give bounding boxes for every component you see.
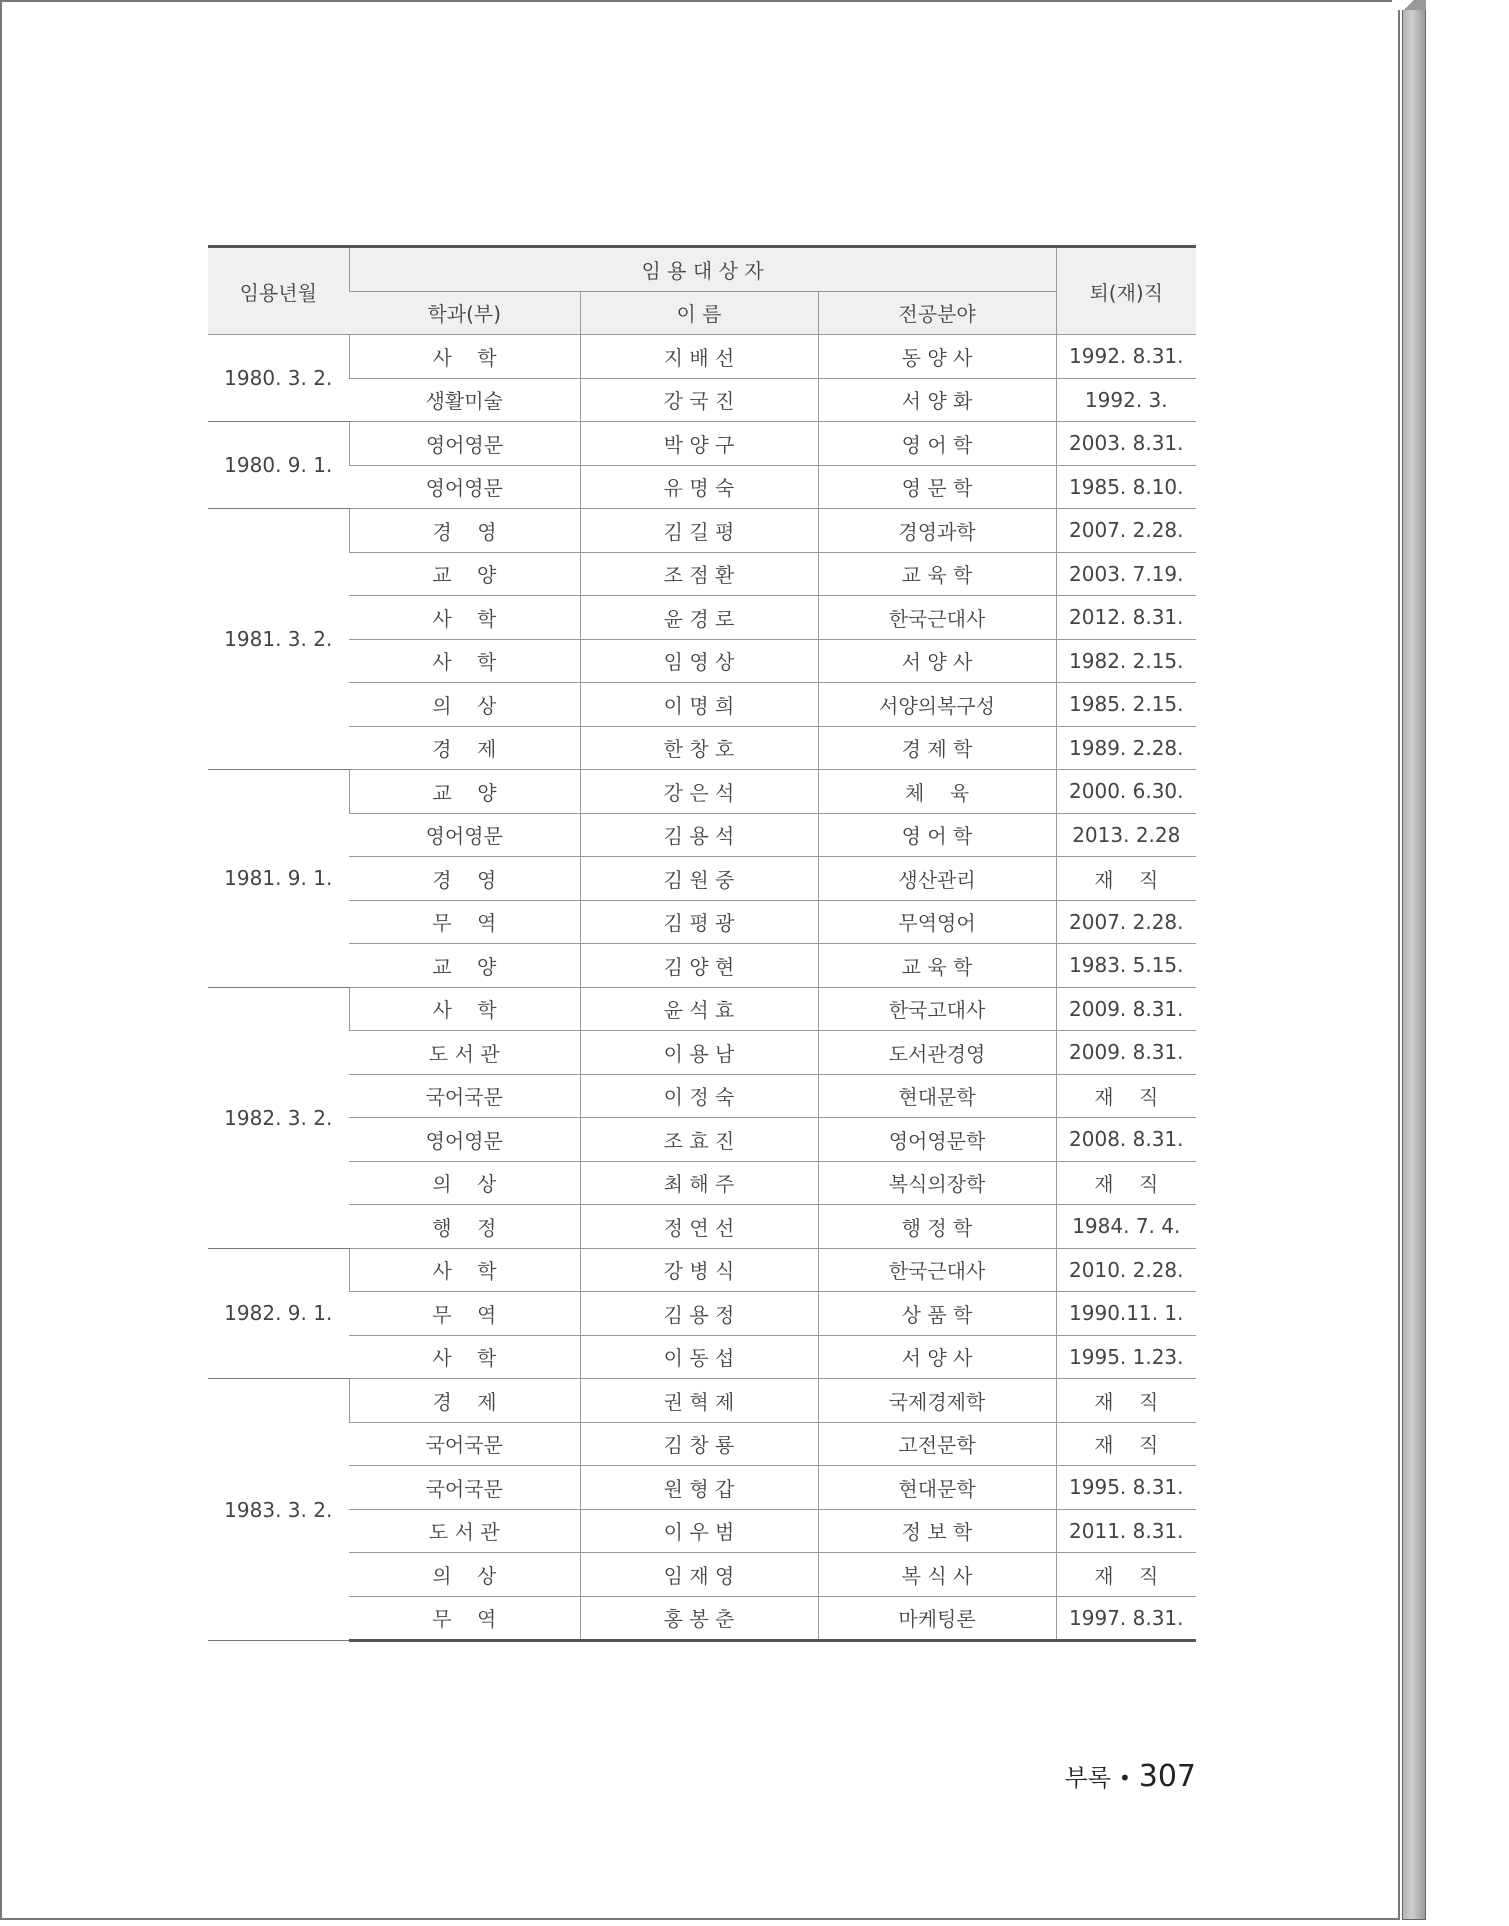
name-cell: 김 용 정 bbox=[580, 1292, 818, 1336]
department-cell: 영어영문 bbox=[349, 813, 580, 857]
table-row bbox=[208, 335, 1196, 379]
major-field-cell: 교 육 학 bbox=[818, 552, 1056, 596]
name-cell: 이 명 희 bbox=[580, 683, 818, 727]
department-cell: 생활미술 bbox=[349, 378, 580, 422]
department-cell: 사 학 bbox=[349, 596, 580, 640]
major-field-cell: 서 양 사 bbox=[818, 639, 1056, 683]
major-field-cell: 서 양 사 bbox=[818, 1335, 1056, 1379]
appointment-date: 1983. 3. 2. bbox=[208, 1379, 349, 1641]
department-cell: 무 역 bbox=[349, 1292, 580, 1336]
page-stack-edge bbox=[1402, 6, 1426, 1920]
department-cell: 영어영문 bbox=[349, 1118, 580, 1162]
major-field-cell: 영 어 학 bbox=[818, 422, 1056, 466]
table-row bbox=[208, 509, 1196, 553]
page-footer bbox=[1060, 1758, 1196, 1794]
retire-status-cell: 2003. 7.19. bbox=[1056, 552, 1196, 596]
table-row bbox=[208, 1422, 1196, 1466]
name-cell: 이 동 섭 bbox=[580, 1335, 818, 1379]
major-field-cell: 상 품 학 bbox=[818, 1292, 1056, 1336]
department-cell: 사 학 bbox=[349, 335, 580, 379]
retire-status-cell: 1985. 8.10. bbox=[1056, 465, 1196, 509]
table-row bbox=[208, 683, 1196, 727]
table-row bbox=[208, 1161, 1196, 1205]
table-row bbox=[208, 987, 1196, 1031]
department-cell: 교 양 bbox=[349, 770, 580, 814]
retire-status-cell: 2011. 8.31. bbox=[1056, 1509, 1196, 1553]
retire-status-cell: 1997. 8.31. bbox=[1056, 1596, 1196, 1641]
name-cell: 원 형 갑 bbox=[580, 1466, 818, 1510]
name-cell: 임 재 영 bbox=[580, 1553, 818, 1597]
table-row bbox=[208, 1292, 1196, 1336]
major-field-cell: 복 식 사 bbox=[818, 1553, 1056, 1597]
major-field-cell: 정 보 학 bbox=[818, 1509, 1056, 1553]
major-field-cell: 영어영문학 bbox=[818, 1118, 1056, 1162]
header-dept: 학과(부) bbox=[349, 291, 580, 335]
appointment-date: 1980. 3. 2. bbox=[208, 335, 349, 422]
retire-status-cell: 재 직 bbox=[1056, 1074, 1196, 1118]
department-cell: 사 학 bbox=[349, 1248, 580, 1292]
department-cell: 사 학 bbox=[349, 987, 580, 1031]
name-cell: 홍 봉 춘 bbox=[580, 1596, 818, 1641]
appointment-date: 1981. 9. 1. bbox=[208, 770, 349, 988]
header-name: 이 름 bbox=[580, 291, 818, 335]
retire-status-cell: 1995. 1.23. bbox=[1056, 1335, 1196, 1379]
department-cell: 사 학 bbox=[349, 1335, 580, 1379]
major-field-cell: 행 정 학 bbox=[818, 1205, 1056, 1249]
major-field-cell: 영 문 학 bbox=[818, 465, 1056, 509]
table-row bbox=[208, 1118, 1196, 1162]
name-cell: 김 길 평 bbox=[580, 509, 818, 553]
department-cell: 사 학 bbox=[349, 639, 580, 683]
retire-status-cell: 2012. 8.31. bbox=[1056, 596, 1196, 640]
header-field: 전공분야 bbox=[818, 291, 1056, 335]
retire-status-cell: 재 직 bbox=[1056, 1379, 1196, 1423]
department-cell: 경 제 bbox=[349, 726, 580, 770]
table-row bbox=[208, 378, 1196, 422]
major-field-cell: 생산관리 bbox=[818, 857, 1056, 901]
table-row bbox=[208, 1074, 1196, 1118]
name-cell: 지 배 선 bbox=[580, 335, 818, 379]
department-cell: 영어영문 bbox=[349, 422, 580, 466]
table-row bbox=[208, 1205, 1196, 1249]
major-field-cell: 마케팅론 bbox=[818, 1596, 1056, 1641]
table-row bbox=[208, 1509, 1196, 1553]
major-field-cell: 한국근대사 bbox=[818, 596, 1056, 640]
department-cell: 무 역 bbox=[349, 1596, 580, 1641]
appointment-date: 1980. 9. 1. bbox=[208, 422, 349, 509]
retire-status-cell: 2007. 2.28. bbox=[1056, 509, 1196, 553]
name-cell: 강 국 진 bbox=[580, 378, 818, 422]
table-row bbox=[208, 596, 1196, 640]
name-cell: 이 정 숙 bbox=[580, 1074, 818, 1118]
name-cell: 조 효 진 bbox=[580, 1118, 818, 1162]
table-row bbox=[208, 552, 1196, 596]
major-field-cell: 교 육 학 bbox=[818, 944, 1056, 988]
retire-status-cell: 재 직 bbox=[1056, 1161, 1196, 1205]
major-field-cell: 무역영어 bbox=[818, 900, 1056, 944]
table-row bbox=[208, 1596, 1196, 1641]
table-row bbox=[208, 813, 1196, 857]
major-field-cell: 서양의복구성 bbox=[818, 683, 1056, 727]
retire-status-cell: 1984. 7. 4. bbox=[1056, 1205, 1196, 1249]
table-row bbox=[208, 1031, 1196, 1075]
name-cell: 김 창 룡 bbox=[580, 1422, 818, 1466]
name-cell: 최 해 주 bbox=[580, 1161, 818, 1205]
header-appointees: 임 용 대 상 자 bbox=[349, 247, 1056, 292]
department-cell: 경 영 bbox=[349, 857, 580, 901]
header-retire: 퇴(재)직 bbox=[1056, 247, 1196, 335]
name-cell: 이 용 남 bbox=[580, 1031, 818, 1075]
major-field-cell: 국제경제학 bbox=[818, 1379, 1056, 1423]
major-field-cell: 서 양 화 bbox=[818, 378, 1056, 422]
department-cell: 의 상 bbox=[349, 683, 580, 727]
table-row bbox=[208, 944, 1196, 988]
major-field-cell: 영 어 학 bbox=[818, 813, 1056, 857]
name-cell: 윤 경 로 bbox=[580, 596, 818, 640]
department-cell: 행 정 bbox=[349, 1205, 580, 1249]
retire-status-cell: 재 직 bbox=[1056, 1422, 1196, 1466]
table-row bbox=[208, 1379, 1196, 1423]
table-header bbox=[208, 247, 1196, 335]
retire-status-cell: 1985. 2.15. bbox=[1056, 683, 1196, 727]
major-field-cell: 체 육 bbox=[818, 770, 1056, 814]
major-field-cell: 복식의장학 bbox=[818, 1161, 1056, 1205]
major-field-cell: 한국근대사 bbox=[818, 1248, 1056, 1292]
name-cell: 강 병 식 bbox=[580, 1248, 818, 1292]
appointment-date: 1981. 3. 2. bbox=[208, 509, 349, 770]
section-label: 부록 bbox=[1064, 1764, 1111, 1792]
department-cell: 국어국문 bbox=[349, 1466, 580, 1510]
retire-status-cell: 재 직 bbox=[1056, 1553, 1196, 1597]
table-row bbox=[208, 1466, 1196, 1510]
name-cell: 박 양 구 bbox=[580, 422, 818, 466]
major-field-cell: 한국고대사 bbox=[818, 987, 1056, 1031]
table-body bbox=[208, 335, 1196, 1641]
major-field-cell: 경 제 학 bbox=[818, 726, 1056, 770]
retire-status-cell: 2010. 2.28. bbox=[1056, 1248, 1196, 1292]
name-cell: 권 혁 제 bbox=[580, 1379, 818, 1423]
name-cell: 김 용 석 bbox=[580, 813, 818, 857]
retire-status-cell: 2009. 8.31. bbox=[1056, 1031, 1196, 1075]
department-cell: 도 서 관 bbox=[349, 1031, 580, 1075]
department-cell: 교 양 bbox=[349, 944, 580, 988]
table-row bbox=[208, 1248, 1196, 1292]
department-cell: 영어영문 bbox=[349, 465, 580, 509]
retire-status-cell: 2013. 2.28 bbox=[1056, 813, 1196, 857]
department-cell: 무 역 bbox=[349, 900, 580, 944]
bullet-separator: • bbox=[1118, 1765, 1131, 1790]
department-cell: 교 양 bbox=[349, 552, 580, 596]
department-cell: 경 제 bbox=[349, 1379, 580, 1423]
retire-status-cell: 2009. 8.31. bbox=[1056, 987, 1196, 1031]
name-cell: 김 원 중 bbox=[580, 857, 818, 901]
table-row bbox=[208, 770, 1196, 814]
name-cell: 강 은 석 bbox=[580, 770, 818, 814]
table-row bbox=[208, 422, 1196, 466]
name-cell: 정 연 선 bbox=[580, 1205, 818, 1249]
table-row bbox=[208, 900, 1196, 944]
table-row bbox=[208, 1335, 1196, 1379]
name-cell: 윤 석 효 bbox=[580, 987, 818, 1031]
name-cell: 임 영 상 bbox=[580, 639, 818, 683]
major-field-cell: 고전문학 bbox=[818, 1422, 1056, 1466]
department-cell: 의 상 bbox=[349, 1553, 580, 1597]
department-cell: 도 서 관 bbox=[349, 1509, 580, 1553]
name-cell: 조 점 환 bbox=[580, 552, 818, 596]
table-row bbox=[208, 465, 1196, 509]
table-row bbox=[208, 639, 1196, 683]
department-cell: 경 영 bbox=[349, 509, 580, 553]
appointment-date: 1982. 9. 1. bbox=[208, 1248, 349, 1379]
retire-status-cell: 1992. 3. bbox=[1056, 378, 1196, 422]
retire-status-cell: 1990.11. 1. bbox=[1056, 1292, 1196, 1336]
department-cell: 국어국문 bbox=[349, 1074, 580, 1118]
header-date: 임용년월 bbox=[208, 247, 349, 335]
major-field-cell: 동 양 사 bbox=[818, 335, 1056, 379]
retire-status-cell: 재 직 bbox=[1056, 857, 1196, 901]
retire-status-cell: 2008. 8.31. bbox=[1056, 1118, 1196, 1162]
retire-status-cell: 1982. 2.15. bbox=[1056, 639, 1196, 683]
major-field-cell: 현대문학 bbox=[818, 1466, 1056, 1510]
table-row bbox=[208, 1553, 1196, 1597]
retire-status-cell: 2000. 6.30. bbox=[1056, 770, 1196, 814]
name-cell: 김 양 현 bbox=[580, 944, 818, 988]
department-cell: 국어국문 bbox=[349, 1422, 580, 1466]
table-row bbox=[208, 857, 1196, 901]
retire-status-cell: 1989. 2.28. bbox=[1056, 726, 1196, 770]
major-field-cell: 현대문학 bbox=[818, 1074, 1056, 1118]
retire-status-cell: 2003. 8.31. bbox=[1056, 422, 1196, 466]
appointment-date: 1982. 3. 2. bbox=[208, 987, 349, 1248]
retire-status-cell: 1983. 5.15. bbox=[1056, 944, 1196, 988]
name-cell: 유 명 숙 bbox=[580, 465, 818, 509]
name-cell: 김 평 광 bbox=[580, 900, 818, 944]
major-field-cell: 도서관경영 bbox=[818, 1031, 1056, 1075]
retire-status-cell: 1992. 8.31. bbox=[1056, 335, 1196, 379]
page-corner bbox=[1392, 0, 1426, 10]
appointment-table bbox=[208, 245, 1196, 1642]
name-cell: 한 창 호 bbox=[580, 726, 818, 770]
major-field-cell: 경영과학 bbox=[818, 509, 1056, 553]
page-number: 307 bbox=[1138, 1759, 1196, 1794]
retire-status-cell: 2007. 2.28. bbox=[1056, 900, 1196, 944]
department-cell: 의 상 bbox=[349, 1161, 580, 1205]
table-row bbox=[208, 726, 1196, 770]
retire-status-cell: 1995. 8.31. bbox=[1056, 1466, 1196, 1510]
name-cell: 이 우 범 bbox=[580, 1509, 818, 1553]
